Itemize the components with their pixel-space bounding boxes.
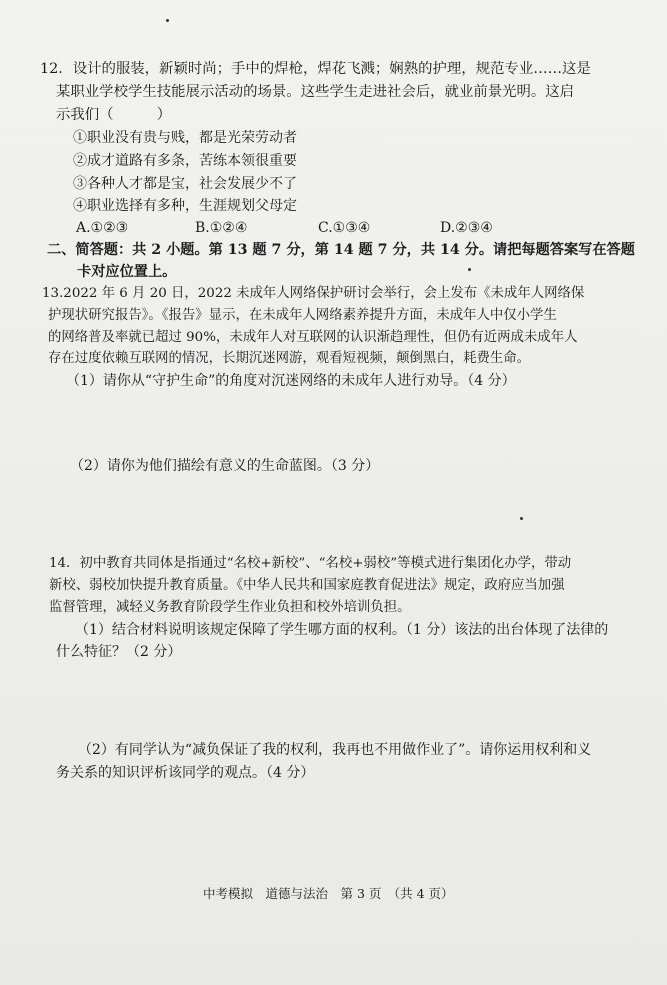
section-2-heading-line-1: 二、简答题：共 2 小题。第 13 题 7 分，第 14 题 7 分，共 14 分。请把每题答案写在答题	[47, 242, 635, 258]
q12-line-3: 示我们（ ）	[56, 107, 172, 123]
scan-speck	[468, 268, 471, 271]
scan-speck	[166, 19, 169, 22]
q14-sub-question-2-line-2: 务关系的知识评析该同学的观点。（4 分）	[56, 765, 315, 781]
q13-line-2: 护现状研究报告》。《报告》显示，在未成年人网络素养提升方面，未成年人中仅小学生	[48, 308, 557, 323]
q12-option-1: ①职业没有贵与贱，都是光荣劳动者	[73, 130, 297, 146]
q12-line-2: 某职业学校学生技能展示活动的场景。这些学生走进社会后，就业前景光明。这启	[56, 84, 575, 100]
q13-sub-question-1: （1）请你从“守护生命”的角度对沉迷网络的未成年人进行劝导。（4 分）	[66, 373, 516, 389]
q14-sub-question-1-line-2: 什么特征？（2 分）	[56, 644, 182, 660]
q13-sub-question-2: （2）请你为他们描绘有意义的生命蓝图。（3 分）	[70, 458, 380, 474]
q12-choice-c: C.①③④	[318, 220, 371, 236]
q14-line-2: 新校、弱校加快提升教育质量。《中华人民共和国家庭教育促进法》规定，政府应当加强	[49, 578, 565, 593]
q12-choice-b: B.①②④	[195, 220, 248, 236]
q13-line-3: 的网络普及率就已超过 90%，未成年人对互联网的认识渐趋理性，但仍有近两成未成年人	[48, 330, 578, 345]
q12-choice-d: D.②③④	[440, 220, 493, 236]
q12-option-4: ④职业选择有多种，生涯规划父母定	[73, 198, 297, 214]
section-2-heading-line-2: 卡对应位置上。	[77, 264, 177, 280]
page-footer: 中考模拟 道德与法治 第 3 页 （共 4 页）	[203, 886, 454, 901]
q13-line-1: 13.2022 年 6 月 20 日，2022 未成年人网络保护研讨会举行，会上发布《未成年人网络保	[42, 286, 585, 301]
q12-choice-a: A.①②③	[76, 220, 129, 236]
q12-option-2: ②成才道路有多条，苦练本领很重要	[73, 153, 297, 169]
q13-line-4: 存在过度依赖互联网的情况，长期沉迷网游，观看短视频，颠倒黑白，耗费生命。	[48, 351, 531, 366]
q12-option-3: ③各种人才都是宝，社会发展少不了	[73, 176, 297, 192]
scan-speck	[520, 517, 523, 520]
q12-line-1: 12．设计的服装，新颖时尚；手中的焊枪，焊花飞溅；娴熟的护理，规范专业……这是	[40, 61, 591, 77]
q14-line-3: 监督管理，减轻义务教育阶段学生作业负担和校外培训负担。	[49, 600, 411, 615]
q14-sub-question-2-line-1: （2）有同学认为“减负保证了我的权利，我再也不用做作业了”。请你运用权利和义	[78, 742, 592, 758]
q14-line-1: 14．初中教育共同体是指通过“名校+新校”、“名校+弱校”等模式进行集团化办学，带动	[49, 556, 572, 571]
q14-sub-question-1-line-1: （1）结合材料说明该规定保障了学生哪方面的权利。（1 分）该法的出台体现了法律的	[75, 622, 609, 638]
